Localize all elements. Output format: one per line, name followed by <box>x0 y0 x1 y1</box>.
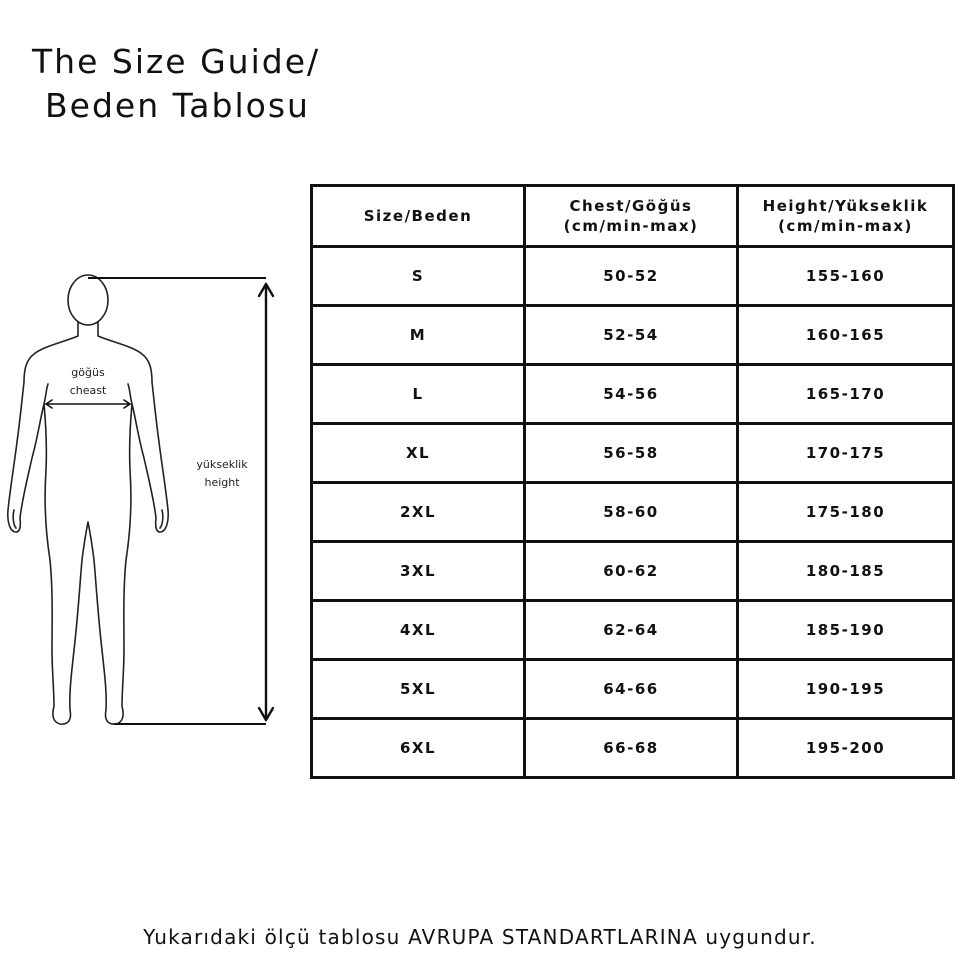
chest-arrow-icon <box>46 400 130 408</box>
standards-note: Yukarıdaki ölçü tablosu AVRUPA STANDARTLARINA uygundur. <box>143 925 817 949</box>
chest-cell: 60-62 <box>525 542 738 601</box>
header-size: Size/Beden <box>312 186 525 247</box>
height-label-en: height <box>204 476 240 489</box>
table-row <box>312 601 954 660</box>
table-header-row <box>312 186 954 247</box>
page-title <box>32 40 320 128</box>
chest-cell: 54-56 <box>525 365 738 424</box>
size-cell: 3XL <box>312 542 525 601</box>
height-cell: 175-180 <box>738 483 954 542</box>
height-cell: 195-200 <box>738 719 954 778</box>
table-row <box>312 660 954 719</box>
header-chest: Chest/Göğüs (cm/min-max) <box>525 186 738 247</box>
size-cell: 5XL <box>312 660 525 719</box>
title-line-1: The Size Guide/ <box>32 42 321 81</box>
chest-label-tr: göğüs <box>71 366 105 379</box>
height-cell: 165-170 <box>738 365 954 424</box>
height-cell: 185-190 <box>738 601 954 660</box>
height-cell: 170-175 <box>738 424 954 483</box>
chest-cell: 58-60 <box>525 483 738 542</box>
header-height: Height/Yükseklik (cm/min-max) <box>738 186 954 247</box>
chest-cell: 62-64 <box>525 601 738 660</box>
size-cell: 2XL <box>312 483 525 542</box>
table-row <box>312 424 954 483</box>
size-cell: 6XL <box>312 719 525 778</box>
table-row <box>312 306 954 365</box>
size-cell: M <box>312 306 525 365</box>
chest-cell: 56-58 <box>525 424 738 483</box>
height-arrow-icon <box>259 284 273 720</box>
table-row <box>312 247 954 306</box>
measurement-figure <box>0 270 300 740</box>
table-row <box>312 542 954 601</box>
height-label-tr: yükseklik <box>196 458 248 471</box>
size-table <box>310 184 955 779</box>
human-silhouette-icon <box>8 275 168 724</box>
chest-label-en: cheast <box>69 384 107 397</box>
chest-cell: 64-66 <box>525 660 738 719</box>
chest-cell: 66-68 <box>525 719 738 778</box>
height-cell: 155-160 <box>738 247 954 306</box>
size-cell: XL <box>312 424 525 483</box>
table-row <box>312 483 954 542</box>
title-line-2: Beden Tablosu <box>45 86 310 125</box>
height-cell: 180-185 <box>738 542 954 601</box>
chest-cell: 52-54 <box>525 306 738 365</box>
size-cell: 4XL <box>312 601 525 660</box>
table-row <box>312 719 954 778</box>
size-cell: S <box>312 247 525 306</box>
chest-cell: 50-52 <box>525 247 738 306</box>
size-cell: L <box>312 365 525 424</box>
height-cell: 160-165 <box>738 306 954 365</box>
height-cell: 190-195 <box>738 660 954 719</box>
table-row <box>312 365 954 424</box>
